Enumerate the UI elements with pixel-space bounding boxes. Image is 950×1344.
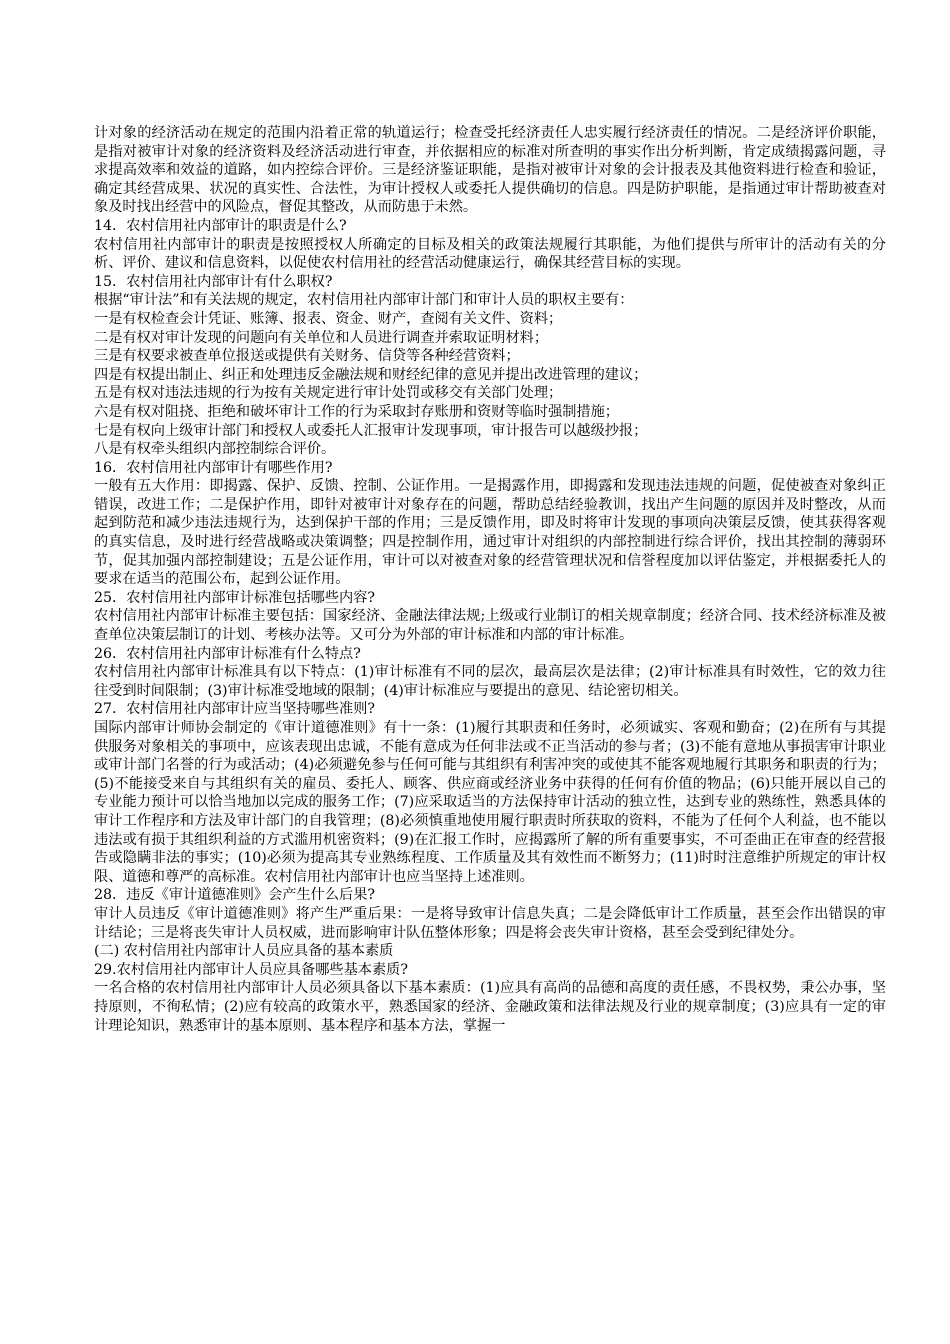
question-25-heading: 25．农村信用社内部审计标准包括哪些内容? [94,589,376,606]
answer-15-intro: 根据“审计法”和有关法规的规定，农村信用社内部审计部门和审计人员的职权主要有： [94,292,634,309]
answer-15-item-5: 五是有权对违法违规的行为按有关规定进行审计处罚或移交有关部门处理； [94,385,563,402]
question-14-heading: 14．农村信用社内部审计的职责是什么? [94,217,347,234]
answer-15-item-8: 八是有权牵头组织内部控制综合评价。 [94,441,336,458]
answer-27: 国际内部审计师协会制定的《审计道德准则》有十一条：(1)履行其职责和任务时，必须诚实、客观和勤奋；(2)在所有与其提供服务对象相关的事项中，应该表现出忠诚，不能有意成为任何非法或不正当活动的参与者；(3)不能有意地从事损害审计职业或审计部门名誉的行为或活动；(4)必须避免参与任何可能与其组织有利害冲突的或使其不能客观地履行其职务和职责的行为；(5)不能接受来自与其组织有关的雇员、委托人、顾客、供应商或经济业务中获得的任何有价值的物品；(6)只能开展以自己的专业能力预计可以恰当地加以完成的服务工作；(7)应采取适当的方法保持审计活动的独立性，达到专业的熟练性，熟悉具体的审计工作程序和方法及审计部门的自我管理；(8)必须慎重地使用履行职责时所获取的资料，不能为了任何个人利益，也不能以违法或有损于其组织利益的方式滥用机密资料；(9)在汇报工作时，应揭露所了解的所有重要事实，不可歪曲正在审查的经营报告或隐瞒非法的事实；(10)必须为提高其专业熟练程度、工作质量及其有效性而不断努力；(11)时时注意维护所规定的审计权限、道德和尊严的高标准。农村信用社内部审计也应当坚持上述准则。 [94,720,886,885]
answer-16: 一般有五大作用：即揭露、保护、反馈、控制、公证作用。一是揭露作用，即揭露和发现违法违规的问题，促使被查对象纠正错误，改进工作；二是保护作用，即针对被审计对象存在的问题，帮助总结经验教训，找出产生问题的原因并及时整改，从而起到防范和减少违法违规行为，达到保护干部的作用；三是反馈作用，即及时将审计发现的事项向决策层反馈，使其获得客观的真实信息，及时进行经营战略或决策调整；四是控制作用，通过审计对组织的内部控制进行综合评价，找出其控制的薄弱环节，促其加强内部控制建设；五是公证作用，审计可以对被查对象的经营管理状况和信誉程度加以评估鉴定，并根据委托人的要求在适当的范围公布，起到公证作用。 [94,478,886,588]
answer-15-item-4: 四是有权提出制止、纠正和处理违反金融法规和财经纪律的意见并提出改进管理的建议； [94,366,648,383]
document-page [94,124,886,1035]
answer-29: 一名合格的农村信用社内部审计人员必须具备以下基本素质：(1)应具有高尚的品德和高度的责任感，不畏权势，秉公办事，坚持原则，不徇私情；(2)应有较高的政策水平，熟悉国家的经济、金融政策和法律法规及行业的规章制度；(3)应具有一定的审计理论知识，熟悉审计的基本原则、基本程序和基本方法，掌握一 [94,980,886,1034]
answer-26: 农村信用社内部审计标准具有以下特点：(1)审计标准有不同的层次，最高层次是法律；(2)审计标准具有时效性，它的效力往往受到时间限制；(3)审计标准受地域的限制；(4)审计标准应与要提出的意见、结论密切相关。 [94,664,886,699]
question-15-heading: 15．农村信用社内部审计有什么职权? [94,273,333,290]
question-26-heading: 26．农村信用社内部审计标准有什么特点? [94,645,361,662]
answer-28: 审计人员违反《审计道德准则》将产生严重后果：一是将导致审计信息失真；二是会降低审计工作质量，甚至会作出错误的审计结论；三是将丧失审计人员权威，进而影响审计队伍整体形象；四是将会丧失审计资格，甚至会受到纪律处分。 [94,905,886,941]
paragraph-functions-continued: 计对象的经济活动在规定的范围内沿着正常的轨道运行；检查受托经济责任人忠实履行经济责任的情况。二是经济评价职能，是指对被审计对象的经济资料及经济活动进行审查，并依据相应的标准对所查明的事实作出分析判断，肯定成绩揭露问题，寻求提高效率和效益的道路，如内控综合评价。三是经济鉴证职能，是指对被审计对象的会计报表及其他资料进行检查和验证，确定其经营成果、状况的真实性、合法性，为审计授权人或委托人提供确切的信息。四是防护职能，是指通过审计帮助被查对象及时找出经营中的风险点，督促其整改，从而防患于未然。 [94,125,886,216]
answer-14: 农村信用社内部审计的职责是按照授权人所确定的目标及相关的政策法规履行其职能，为他们提供与所审计的活动有关的分析、评价、建议和信息资料，以促使农村信用社的经营活动健康运行，确保其经营目标的实现。 [94,236,886,272]
answer-15-item-1: 一是有权检查会计凭证、账簿、报表、资金、财产，查阅有关文件、资料； [94,310,563,327]
answer-15-item-7: 七是有权向上级审计部门和授权人或委托人汇报审计发现事项，审计报告可以越级抄报； [94,422,648,439]
answer-15-item-2: 二是有权对审计发现的问题向有关单位和人员进行调查并索取证明材料； [94,329,549,346]
question-28-heading: 28．违反《审计道德准则》会产生什么后果? [94,887,376,904]
answer-15-item-6: 六是有权对阻挠、拒绝和破坏审计工作的行为采取封存账册和资财等临时强制措施； [94,403,619,420]
question-27-heading: 27．农村信用社内部审计应当坚持哪些准则? [94,701,376,718]
answer-15-item-3: 三是有权要求被查单位报送或提供有关财务、信贷等各种经营资料； [94,348,520,365]
question-29-heading: 29.农村信用社内部审计人员应具备哪些基本素质? [94,961,408,978]
answer-25: 农村信用社内部审计标准主要包括：国家经济、金融法律法规;上级或行业制订的相关规章制度；经济合同、技术经济标准及被查单位决策层制订的计划、考核办法等。又可分为外部的审计标准和内部的审计标准。 [94,608,886,644]
section-2-heading: (二) 农村信用社内部审计人员应具备的基本素质 [94,943,394,960]
question-16-heading: 16．农村信用社内部审计有哪些作用? [94,459,333,476]
